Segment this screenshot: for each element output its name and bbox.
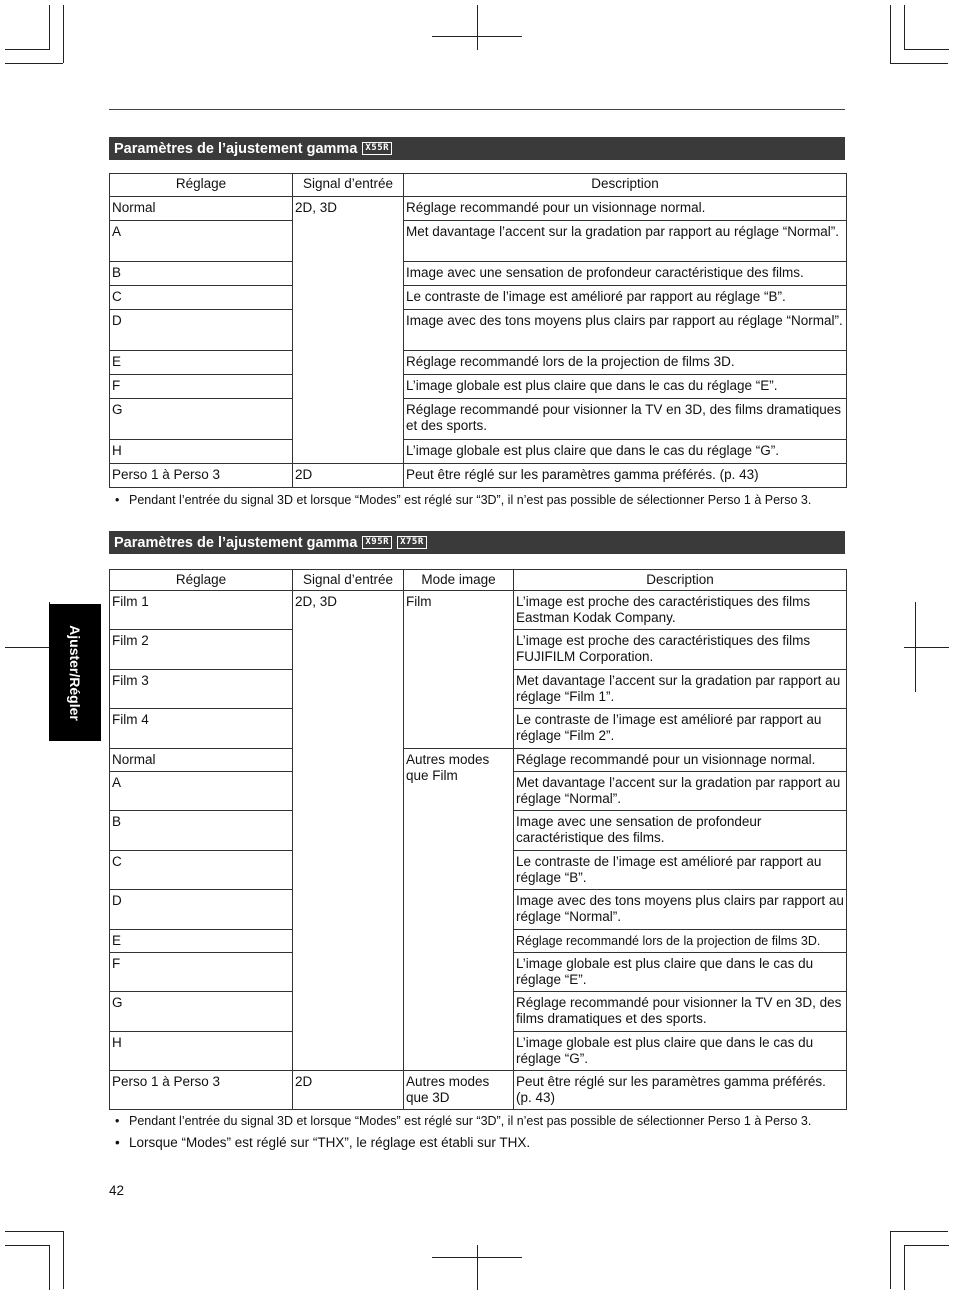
description-cell: L’image globale est plus claire que dans le cas du réglage “E”. — [404, 375, 847, 399]
setting-cell: D — [110, 890, 293, 930]
description-cell: Peut être réglé sur les paramètres gamma préférés. (p. 43) — [404, 464, 847, 488]
bullet: • — [115, 1114, 120, 1128]
table-row — [110, 1071, 847, 1110]
note-text: Lorsque “Modes” est réglé sur “THX”, le réglage est établi sur THX. — [129, 1135, 531, 1150]
description-cell: Peut être réglé sur les paramètres gamma préférés. (p. 43) — [514, 1071, 847, 1110]
page-number: 42 — [109, 1183, 125, 1198]
setting-cell: Film 4 — [110, 709, 293, 749]
bullet: • — [115, 1135, 120, 1150]
mode-cell: Autres modes que 3D — [404, 1071, 514, 1110]
description-cell: Réglage recommandé lors de la projection de films 3D. — [514, 930, 847, 953]
col-header-description: Description — [514, 570, 847, 591]
table-row — [110, 262, 847, 286]
col-header-mode: Mode image — [404, 570, 514, 591]
mode-cell: Autres modes que Film — [404, 749, 514, 1071]
description-cell: L’image globale est plus claire que dans le cas du réglage “G”. — [404, 440, 847, 464]
description-cell: Image avec des tons moyens plus clairs par rapport au réglage “Normal”. — [514, 890, 847, 930]
description-cell: Met davantage l’accent sur la gradation par rapport au réglage “Normal”. — [404, 221, 847, 262]
description-cell: Réglage recommandé pour un visionnage normal. — [404, 197, 847, 221]
description-cell: L’image est proche des caractéristiques des films Eastman Kodak Company. — [514, 591, 847, 630]
col-header-description: Description — [404, 174, 847, 197]
signal-cell: 2D, 3D — [293, 591, 404, 1071]
description-cell: L’image est proche des caractéristiques des films FUJIFILM Corporation. — [514, 630, 847, 670]
setting-cell: Perso 1 à Perso 3 — [110, 464, 293, 488]
description-cell: Réglage recommandé lors de la projection de films 3D. — [404, 351, 847, 375]
setting-cell: C — [110, 286, 293, 310]
signal-cell: 2D — [293, 464, 404, 488]
description-cell: Met davantage l’accent sur la gradation par rapport au réglage “Normal”. — [514, 772, 847, 811]
setting-cell: B — [110, 811, 293, 851]
col-header-setting: Réglage — [110, 570, 293, 591]
setting-cell: H — [110, 440, 293, 464]
setting-cell: B — [110, 262, 293, 286]
setting-cell: E — [110, 351, 293, 375]
setting-cell: D — [110, 310, 293, 351]
setting-cell: A — [110, 772, 293, 811]
col-header-signal: Signal d’entrée — [293, 174, 404, 197]
table-header-row — [110, 174, 847, 197]
note-text: Pendant l’entrée du signal 3D et lorsque “Modes” est réglé sur “3D”, il n’est pas possible de sélectionner Perso 1 à Perso 3. — [129, 493, 812, 507]
model-badge-x75r: X75R — [397, 536, 427, 549]
table-row — [110, 591, 847, 630]
description-cell: Le contraste de l’image est amélioré par rapport au réglage “Film 2”. — [514, 709, 847, 749]
gamma-table-x95r-x75r — [109, 569, 847, 1110]
description-cell: Image avec une sensation de profondeur caractéristique des films. — [514, 811, 847, 851]
description-cell: Image avec une sensation de profondeur caractéristique des films. — [404, 262, 847, 286]
setting-cell: F — [110, 953, 293, 992]
signal-cell: 2D, 3D — [293, 197, 404, 464]
col-header-signal: Signal d’entrée — [293, 570, 404, 591]
setting-cell: Normal — [110, 197, 293, 221]
section-2-heading — [109, 531, 845, 554]
description-cell: Le contraste de l’image est amélioré par rapport au réglage “B”. — [514, 851, 847, 890]
setting-cell: E — [110, 930, 293, 953]
col-header-setting: Réglage — [110, 174, 293, 197]
description-cell: Réglage recommandé pour visionner la TV en 3D, des films dramatiques et des sports. — [404, 399, 847, 440]
setting-cell: Film 2 — [110, 630, 293, 670]
description-cell: Image avec des tons moyens plus clairs par rapport au réglage “Normal”. — [404, 310, 847, 351]
table-row — [110, 399, 847, 440]
description-cell: Réglage recommandé pour visionner la TV en 3D, des films dramatiques et des sports. — [514, 992, 847, 1032]
note-1 — [115, 493, 811, 507]
table-row — [110, 310, 847, 351]
setting-cell: F — [110, 375, 293, 399]
gamma-table-x55r — [109, 173, 847, 488]
setting-cell: H — [110, 1032, 293, 1071]
side-tab-ajuster-regler — [49, 604, 101, 741]
section-2-title: Paramètres de l’ajustement gamma — [114, 534, 358, 551]
table-row — [110, 749, 847, 772]
setting-cell: Film 1 — [110, 591, 293, 630]
bullet: • — [115, 493, 120, 507]
setting-cell: G — [110, 992, 293, 1032]
table-row — [110, 440, 847, 464]
mode-cell: Film — [404, 591, 514, 749]
setting-cell: A — [110, 221, 293, 262]
table-row — [110, 286, 847, 310]
model-badge-x55r: X55R — [362, 142, 392, 155]
setting-cell: C — [110, 851, 293, 890]
setting-cell: Film 3 — [110, 670, 293, 709]
section-1-title: Paramètres de l’ajustement gamma — [114, 140, 358, 157]
description-cell: Réglage recommandé pour un visionnage normal. — [514, 749, 847, 772]
signal-cell: 2D — [293, 1071, 404, 1110]
table-row — [110, 464, 847, 488]
side-tab-label: Ajuster/Régler — [67, 624, 84, 721]
setting-cell: Normal — [110, 749, 293, 772]
note-text: Pendant l’entrée du signal 3D et lorsque “Modes” est réglé sur “3D”, il n’est pas possible de sélectionner Perso 1 à Perso 3. — [129, 1114, 812, 1128]
table-row — [110, 351, 847, 375]
table-row — [110, 221, 847, 262]
table-row — [110, 197, 847, 221]
description-cell: Met davantage l’accent sur la gradation par rapport au réglage “Film 1”. — [514, 670, 847, 709]
section-1-heading — [109, 137, 845, 160]
model-badge-x95r: X95R — [362, 536, 392, 549]
setting-cell: Perso 1 à Perso 3 — [110, 1071, 293, 1110]
table-header-row — [110, 570, 847, 591]
description-cell: L’image globale est plus claire que dans le cas du réglage “G”. — [514, 1032, 847, 1071]
note-3 — [115, 1135, 530, 1150]
description-cell: L’image globale est plus claire que dans le cas du réglage “E”. — [514, 953, 847, 992]
note-2 — [115, 1114, 811, 1128]
top-rule — [109, 109, 845, 110]
table-row — [110, 375, 847, 399]
description-cell: Le contraste de l’image est amélioré par rapport au réglage “B”. — [404, 286, 847, 310]
setting-cell: G — [110, 399, 293, 440]
